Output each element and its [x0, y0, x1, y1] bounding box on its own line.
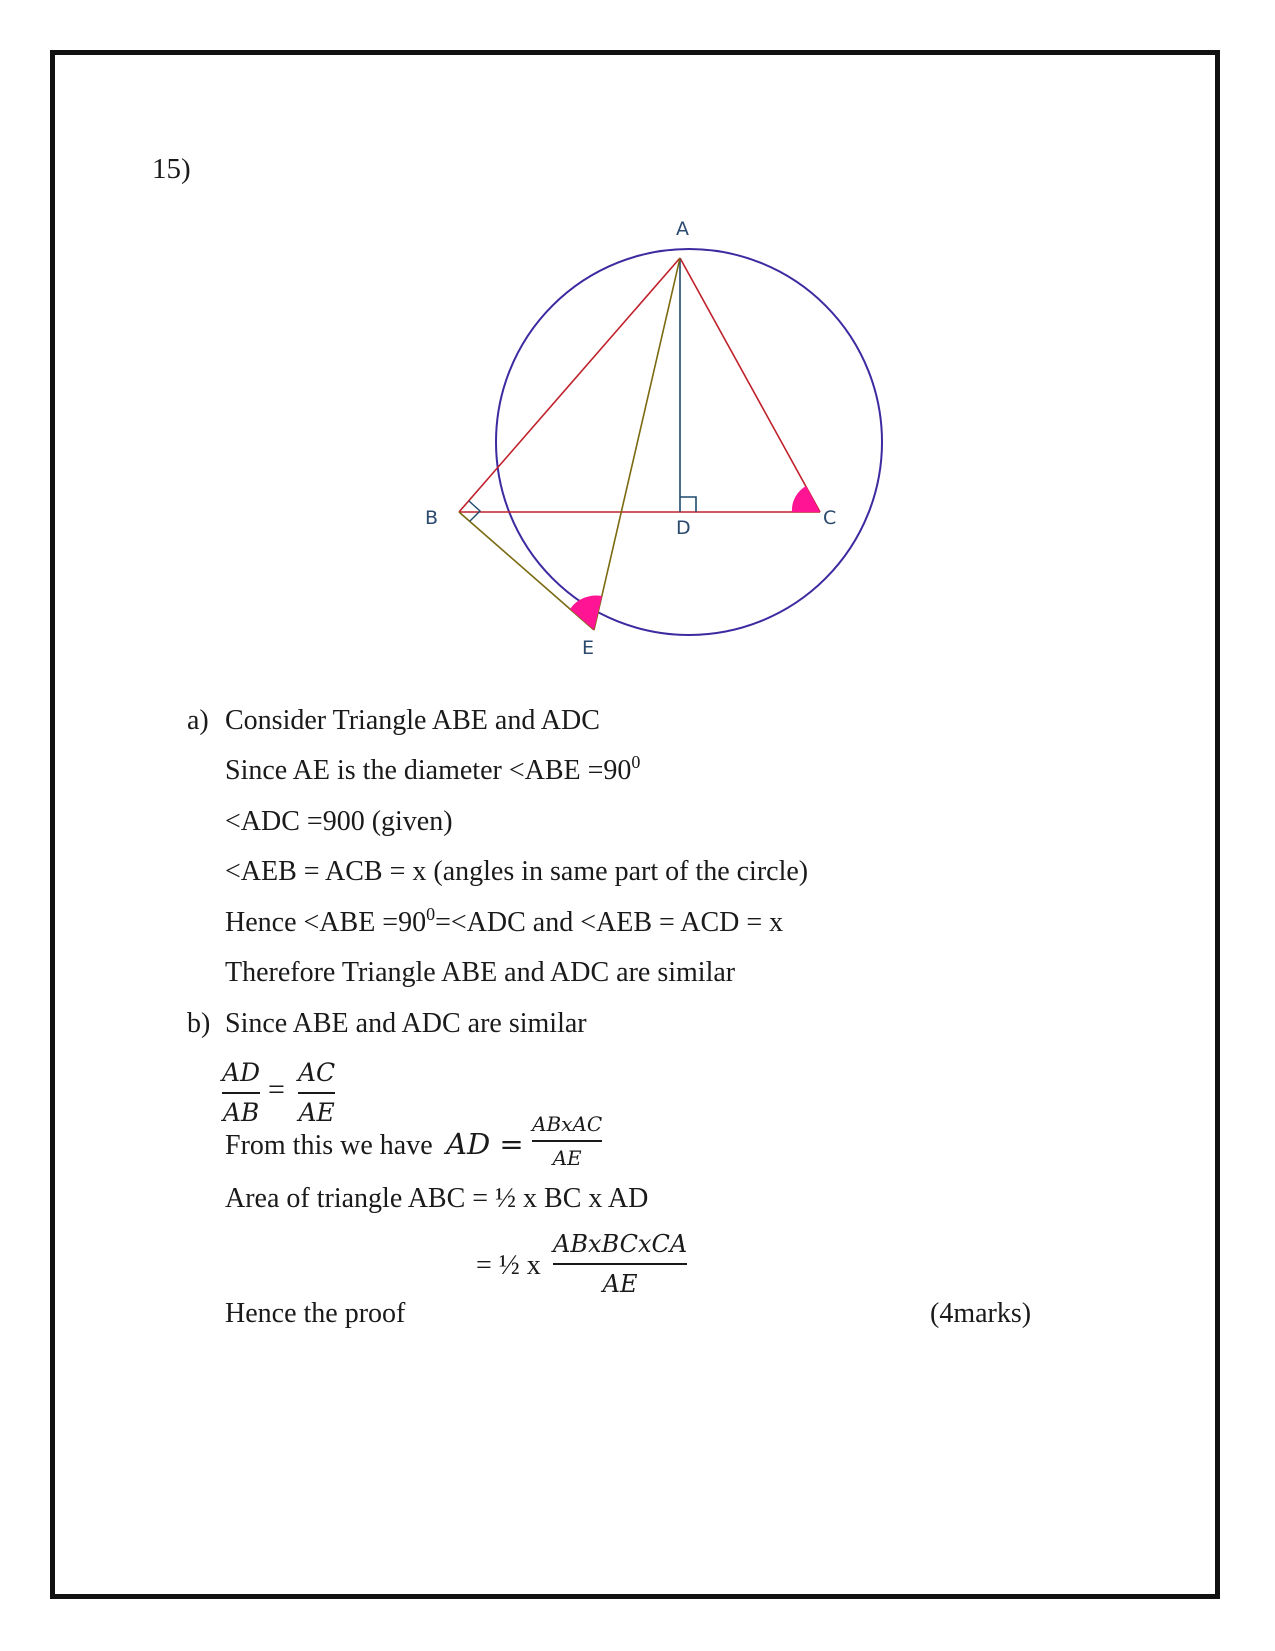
marks: (4marks) — [930, 1298, 1032, 1329]
label-c: C — [823, 507, 837, 529]
part-a-line-3: <ADC =900 (given) — [225, 806, 453, 837]
area-line-2-prefix: = ½ x — [476, 1250, 541, 1281]
label-a: A — [676, 218, 689, 240]
part-b-intro: Since ABE and ADC are similar — [225, 1008, 587, 1039]
from-text: From this we have — [225, 1130, 433, 1161]
part-a-line-6: Therefore Triangle ABE and ADC are similar — [225, 957, 736, 988]
part-a-line-1: Consider Triangle ABE and ADC — [225, 705, 600, 736]
area-line: Area of triangle ABC = ½ x BC x AD — [225, 1183, 649, 1214]
from-fraction: ABxAC AE — [532, 1108, 602, 1174]
ratio-equals: = — [268, 1073, 285, 1106]
label-d: D — [676, 517, 691, 539]
segment-ae — [594, 258, 680, 630]
circumcircle — [496, 249, 882, 635]
angle-mark-c — [792, 486, 820, 512]
segment-ab — [459, 258, 680, 512]
question-number: 15) — [152, 153, 191, 185]
label-b: B — [425, 507, 439, 529]
angle-mark-e — [570, 595, 602, 630]
label-e: E — [582, 637, 595, 659]
segment-ac — [680, 258, 820, 512]
segment-be — [459, 512, 594, 630]
area-fraction: ABxBCxCA AE — [553, 1225, 687, 1303]
part-a-line-4: <AEB = ACB = x (angles in same part of the circle) — [225, 856, 809, 887]
right-angle-b — [469, 501, 480, 521]
from-lhs: AD = — [446, 1127, 524, 1161]
geometry-diagram — [425, 218, 890, 700]
part-a-line-5: Hence $<ABE =90^0=<ADC$ and <AEB = ACD = x — [225, 904, 784, 938]
ratio-right: $\frac{AC}{AE}$ — [298, 1054, 335, 1132]
part-a-marker: a) — [187, 705, 209, 736]
ratio-left: $\frac{AD}{AB}$ — [222, 1054, 260, 1132]
right-angle-d — [680, 497, 696, 512]
conclusion: Hence the proof — [225, 1298, 406, 1329]
part-a-line-2: Since AE is the diameter $<ABE =90^0$ — [225, 752, 641, 786]
part-b-marker: b) — [187, 1008, 211, 1039]
